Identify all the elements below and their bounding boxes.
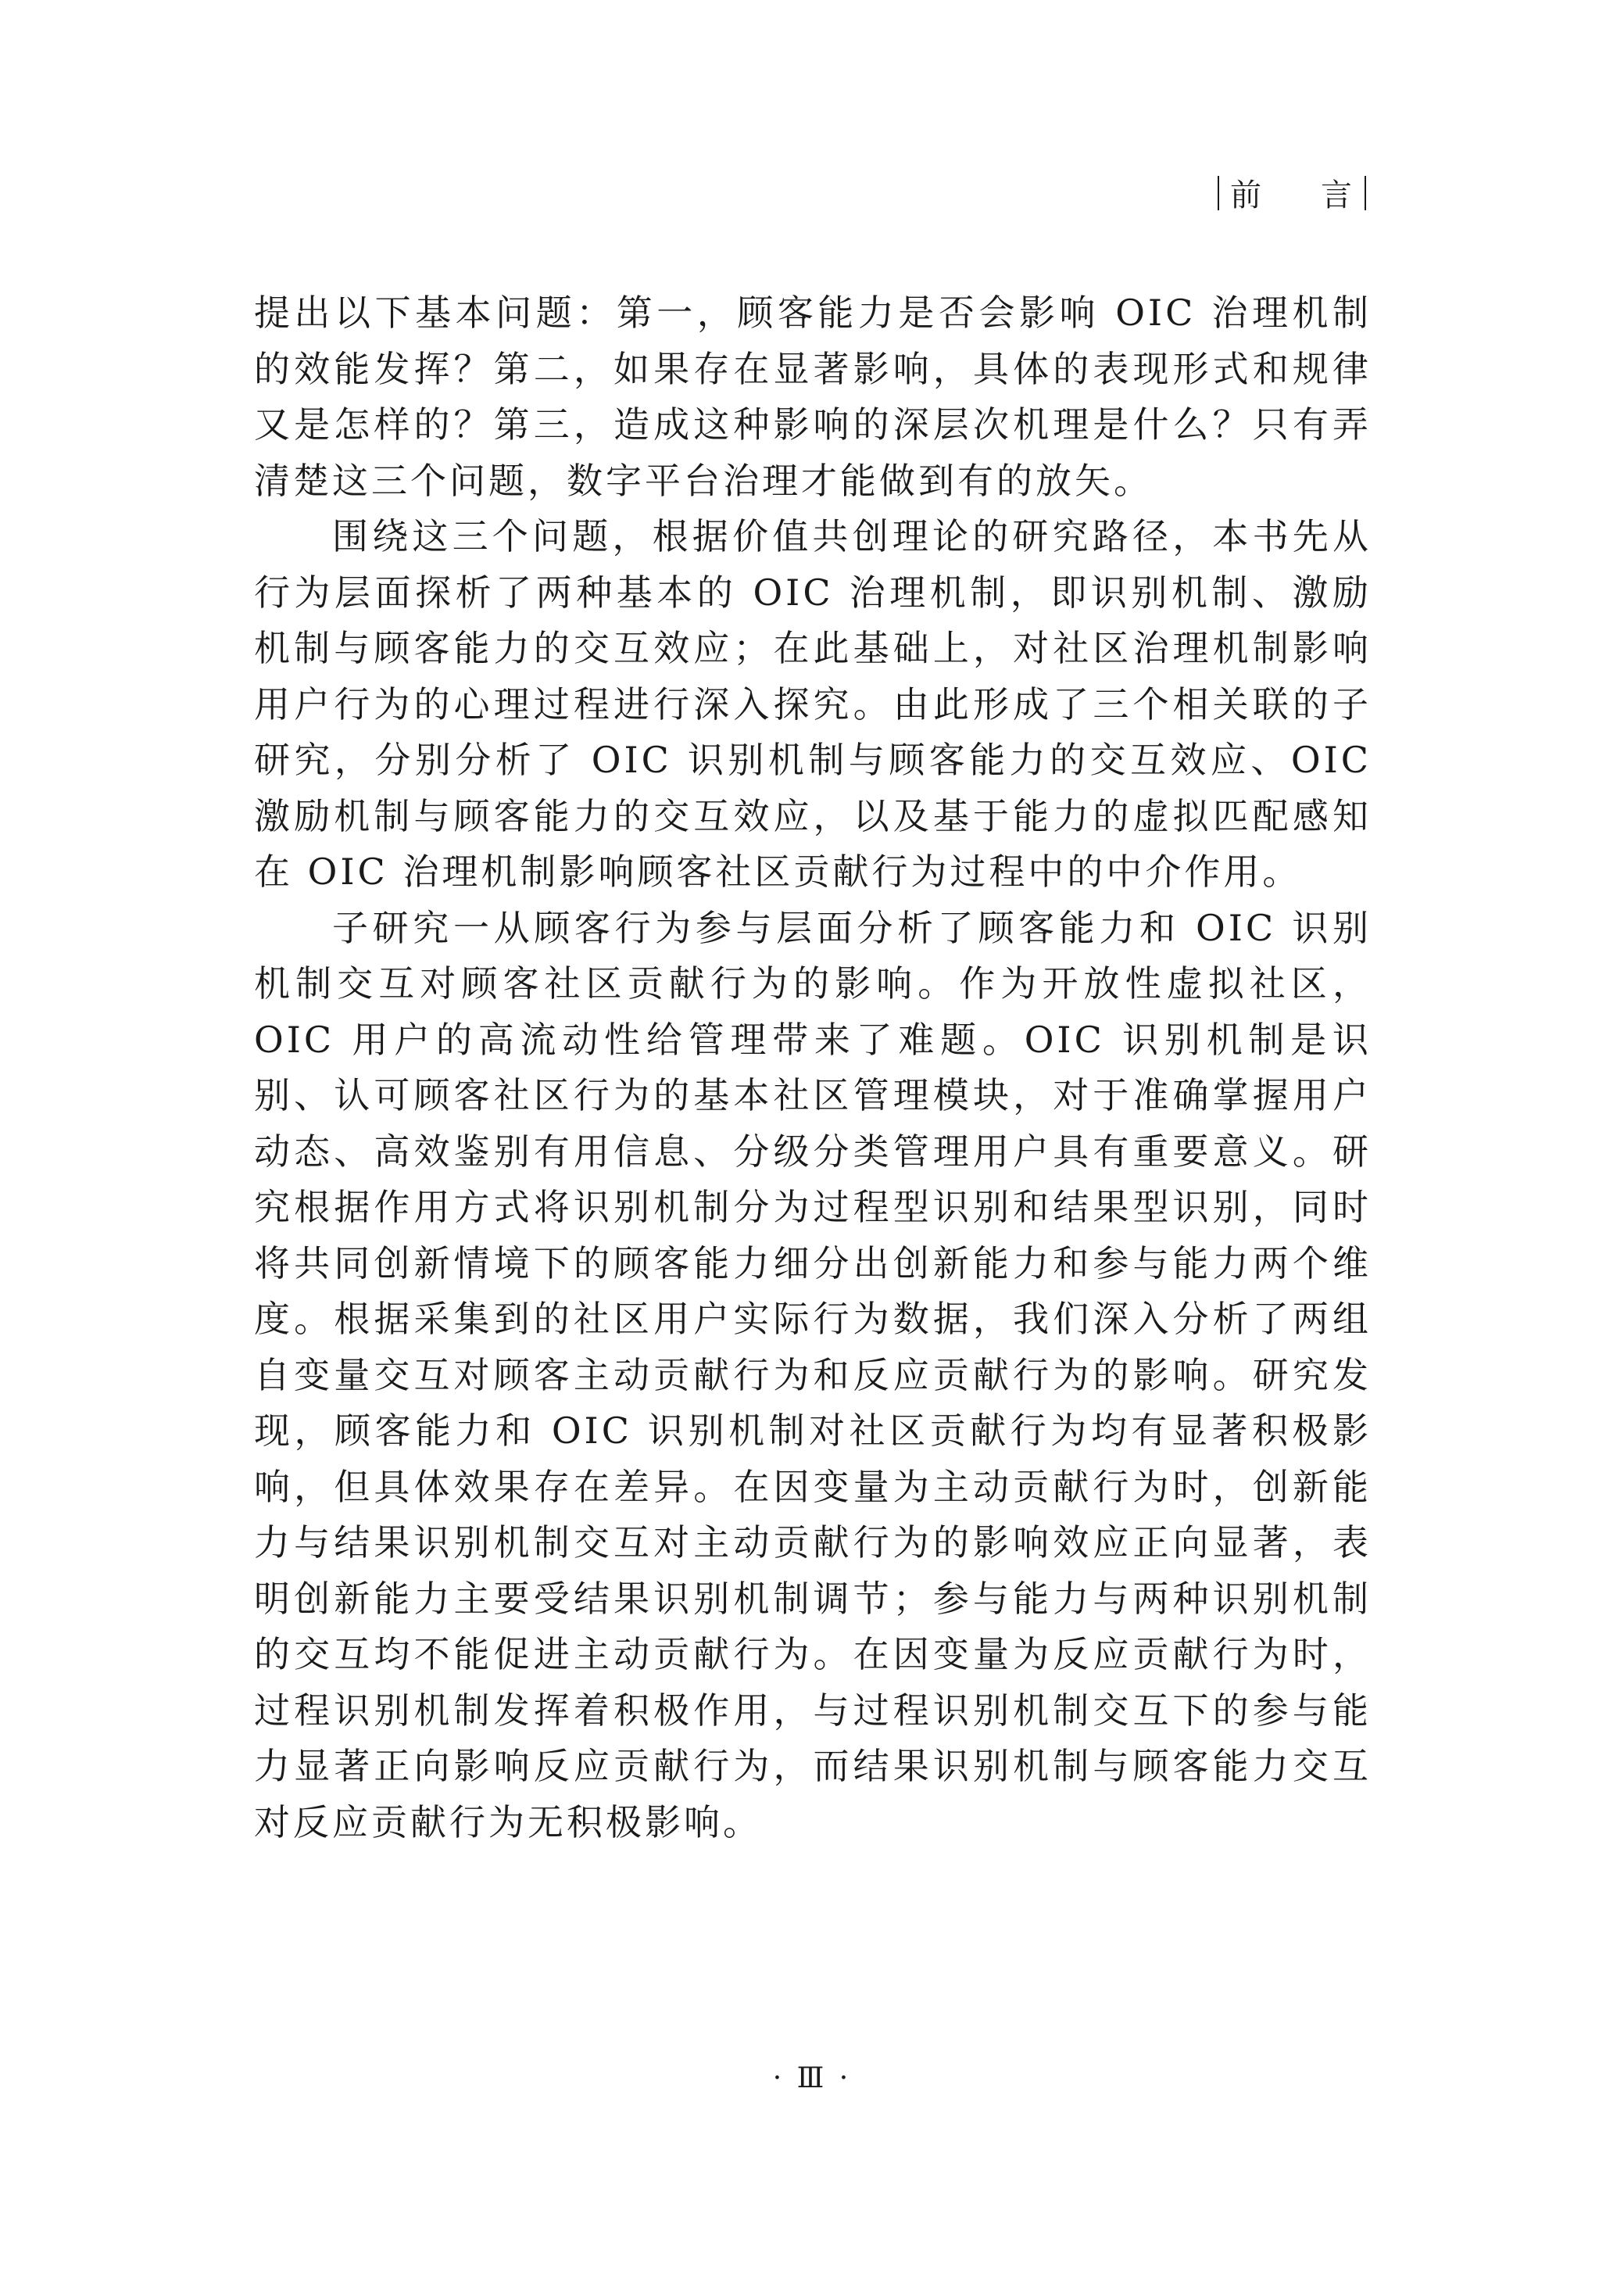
body-text	[254, 285, 1372, 1850]
running-header	[1218, 170, 1366, 215]
header-char-1: 前	[1230, 177, 1263, 213]
paragraph-3: 子研究一从顾客行为参与层面分析了顾客能力和 OIC 识别机制交互对顾客社区贡献行为的影响。作为开放性虚拟社区，OIC 用户的高流动性给管理带来了难题。OIC 识别机制是识别、认可顾客社区行为的基本社区管理模块，对于准确掌握用户动态、高效鉴别有用信息、分级分类管理用户具有重要意义。研究根据作用方式将识别机制分为过程型识别和结果型识别，同时将共同创新情境下的顾客能力细分出创新能力和参与能力两个维度。根据采集到的社区用户实际行为数据，我们深入分析了两组自变量交互对顾客主动贡献行为和反应贡献行为的影响。研究发现，顾客能力和 OIC 识别机制对社区贡献行为均有显著积极影响，但具体效果存在差异。在因变量为主动贡献行为时，创新能力与结果识别机制交互对主动贡献行为的影响效应正向显著，表明创新能力主要受结果识别机制调节；参与能力与两种识别机制的交互均不能促进主动贡献行为。在因变量为反应贡献行为时，过程识别机制发挥着积极作用，与过程识别机制交互下的参与能力显著正向影响反应贡献行为，而结果识别机制与顾客能力交互对反应贡献行为无积极影响。	[254, 906, 1372, 1843]
paragraph-1: 提出以下基本问题：第一，顾客能力是否会影响 OIC 治理机制的效能发挥？第二，如果存在显著影响，具体的表现形式和规律又是怎样的？第三，造成这种影响的深层次机理是什么？只有弄清楚这三个问题，数字平台治理才能做到有的放矢。	[254, 292, 1372, 502]
header-left-rule	[1218, 176, 1219, 210]
header-right-rule	[1365, 176, 1366, 210]
header-char-2: 言	[1321, 177, 1354, 213]
paragraph-2: 围绕这三个问题，根据价值共创理论的研究路径，本书先从行为层面探析了两种基本的 OIC 治理机制，即识别机制、激励机制与顾客能力的交互效应；在此基础上，对社区治理机制影响用户行为的心理过程进行深入探究。由此形成了三个相关联的子研究，分别分析了 OIC 识别机制与顾客能力的交互效应、OIC 激励机制与顾客能力的交互效应，以及基于能力的虚拟匹配感知在 OIC 治理机制影响顾客社区贡献行为过程中的中介作用。	[254, 515, 1372, 893]
page-number: · Ⅲ ·	[772, 2062, 852, 2094]
